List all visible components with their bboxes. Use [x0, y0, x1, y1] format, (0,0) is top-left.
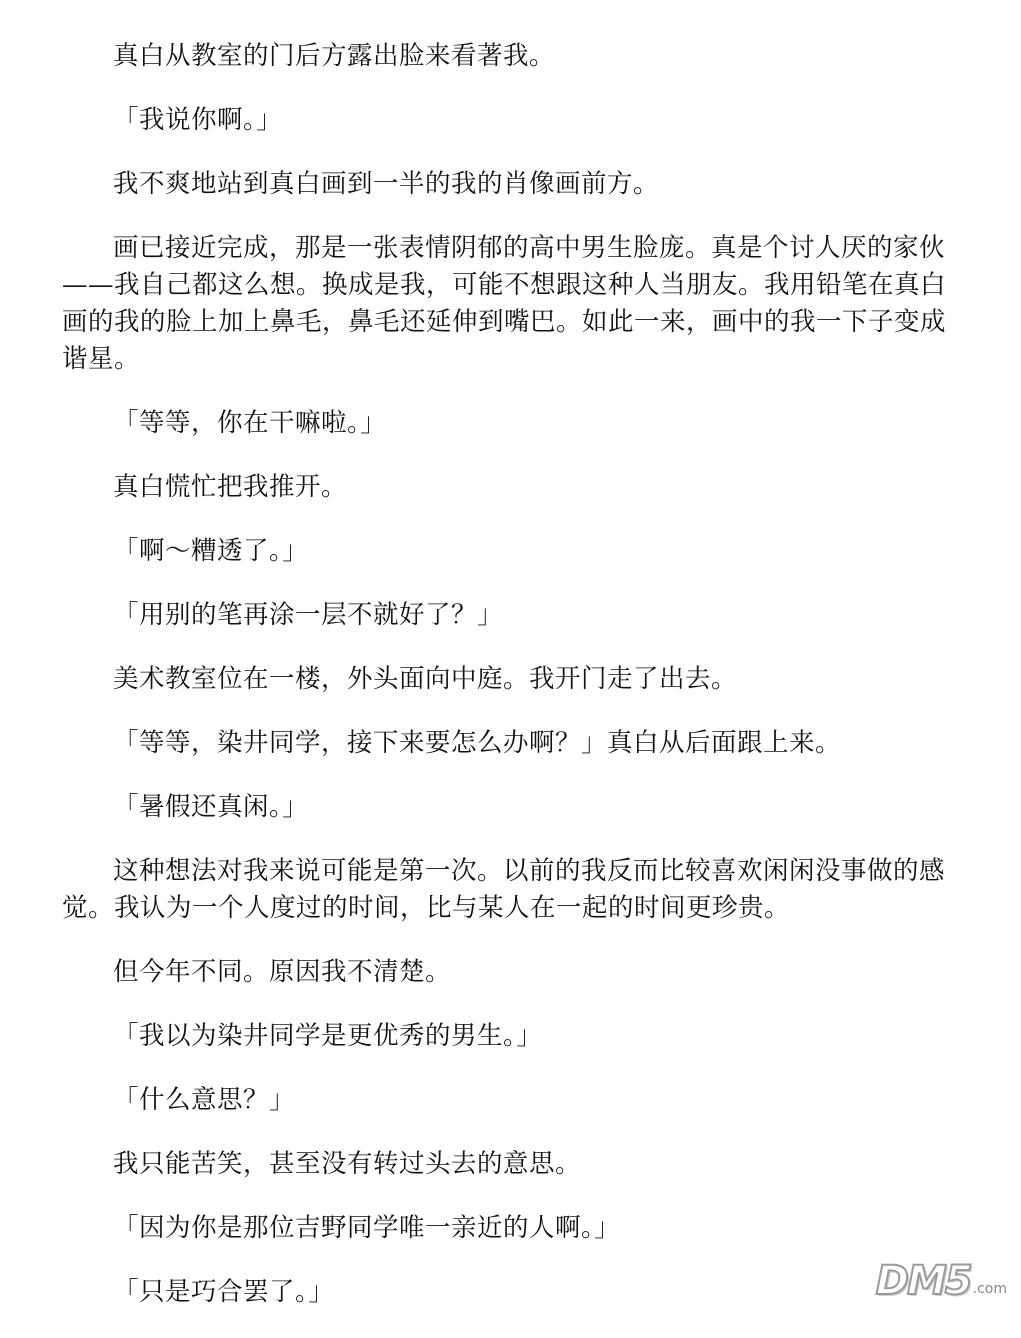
paragraph-9: 美术教室位在一楼，外头面向中庭。我开门走了出去。: [113, 664, 738, 694]
paragraph-3: 我不爽地站到真白画到一半的我的肖像画前方。: [113, 169, 660, 199]
paragraph-7: 「啊～糟透了。」: [113, 536, 309, 566]
paragraph-11: 「暑假还真闲。」: [113, 792, 309, 822]
paragraph-8: 「用别的笔再涂一层不就好了？」: [113, 600, 504, 630]
paragraph-1: 真白从教室的门后方露出脸来看著我。: [113, 41, 556, 71]
paragraph-13: 但今年不同。原因我不清楚。: [113, 957, 452, 987]
paragraph-6: 真白慌忙把我推开。: [113, 472, 348, 502]
paragraph-5: 「等等，你在干嘛啦。」: [113, 408, 387, 438]
text-body: [62, 38, 962, 1338]
dm5-watermark-logo: [875, 1258, 1007, 1304]
watermark-suffix-text: .com: [972, 1281, 1007, 1297]
paragraph-15: 「什么意思？」: [113, 1085, 296, 1115]
paragraph-12: 这种想法对我来说可能是第一次。以前的我反而比较喜欢闲闲没事做的感觉。我认为一个人度过的时间，比与某人在一起的时间更珍贵。: [62, 856, 946, 923]
paragraph-2: 「我说你啊。」: [113, 105, 283, 135]
watermark-main-text: DM5: [875, 1258, 971, 1304]
paragraph-18: 「只是巧合罢了。」: [113, 1277, 335, 1307]
paragraph-14: 「我以为染井同学是更优秀的男生。」: [113, 1021, 543, 1051]
paragraph-16: 我只能苦笑，甚至没有转过头去的意思。: [113, 1149, 582, 1179]
paragraph-4: 画已接近完成，那是一张表情阴郁的高中男生脸庞。真是个讨人厌的家伙——我自己都这么想。换成是我，可能不想跟这种人当朋友。我用铅笔在真白画的我的脸上加上鼻毛，鼻毛还延伸到嘴巴。如此一来，画中的我一下子变成谐星。: [62, 233, 947, 374]
paragraph-17: 「因为你是那位吉野同学唯一亲近的人啊。」: [113, 1213, 621, 1243]
paragraph-10: 「等等，染井同学，接下来要怎么办啊？」真白从后面跟上来。: [113, 728, 842, 758]
